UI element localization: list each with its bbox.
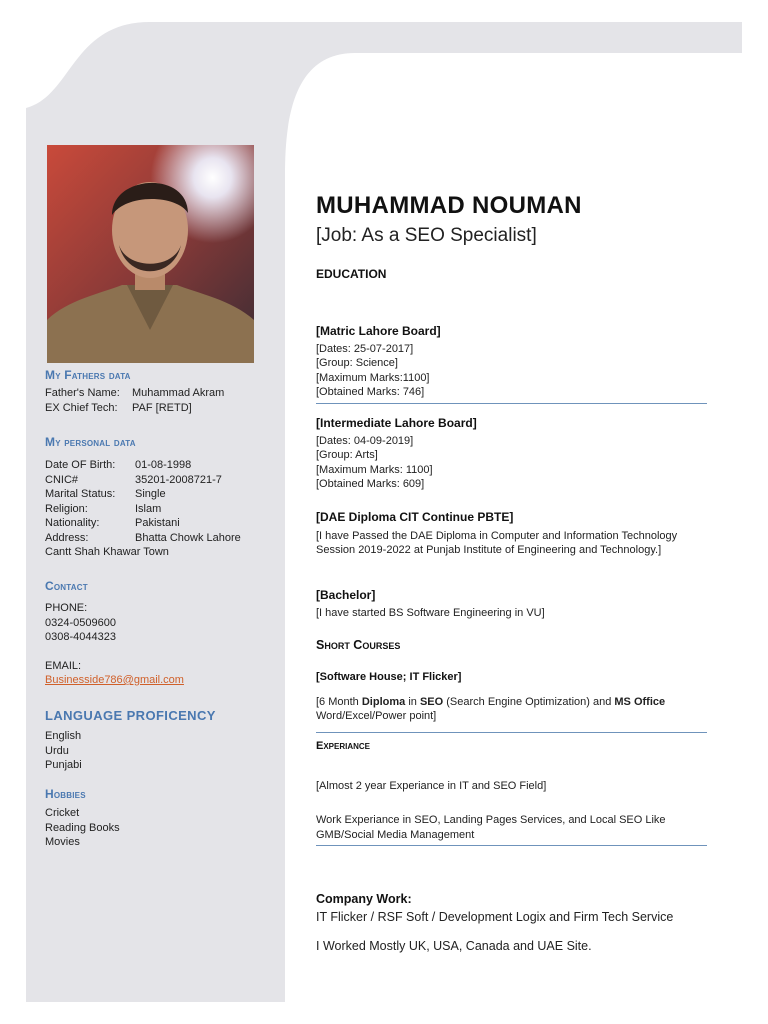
divider (316, 403, 707, 404)
short-course-title: [Software House; IT Flicker] (316, 671, 462, 683)
intermediate-block (316, 416, 706, 492)
hobbies-list (45, 806, 270, 850)
row-value: Muhammad Akram (132, 387, 225, 399)
row-value: Single (135, 488, 166, 500)
education-heading: EDUCATION (316, 267, 387, 281)
intermediate-title: [Intermediate Lahore Board] (316, 416, 477, 430)
language-heading: LANGUAGE PROFICENCY (45, 708, 216, 723)
company-work-line: IT Flicker / RSF Soft / Development Logix and Firm Tech Service (316, 910, 674, 924)
language-item: Punjabi (45, 759, 82, 771)
text-part: SEO (419, 695, 444, 708)
dae-title: [DAE Diploma CIT Continue PBTE] (316, 510, 514, 524)
matric-title: [Matric Lahore Board] (316, 324, 441, 338)
row-value: Islam (135, 502, 162, 515)
fathers-data-list (45, 386, 270, 415)
row-value: Pakistani (135, 517, 180, 529)
fathers-data-heading: My Fathers data (45, 368, 131, 382)
personal-data-list (45, 458, 270, 560)
address-continued: Cantt Shah Khawar Town (45, 546, 169, 558)
phone-number[interactable]: 0308-4044323 (45, 631, 116, 643)
hobbies-heading: Hobbies (45, 787, 86, 801)
address-row (45, 531, 270, 546)
profile-photo (47, 145, 254, 363)
phone-number[interactable]: 0324-0509600 (45, 616, 116, 629)
row-value: 35201-2008721-7 (135, 473, 222, 486)
company-work-line: I Worked Mostly UK, USA, Canada and UAE Site. (316, 939, 592, 953)
experiance-heading: Experiance (316, 740, 371, 752)
text-part: (Search Engine Optimization) and (443, 695, 615, 708)
short-course-text (316, 695, 706, 724)
divider (316, 732, 707, 733)
hobby-item: Movies (45, 836, 80, 848)
dae-text: [I have Passed the DAE Diploma in Computer and Information Technology Session 2019-2022 at Punjab Institute of Engineering and Technology.] (316, 529, 678, 556)
bachelor-block (316, 588, 706, 620)
row-key: Nationality: (45, 517, 100, 529)
intermediate-line: [Dates: 04-09-2019] (316, 434, 414, 447)
religion-row (45, 502, 270, 517)
text-part: [6 Month (316, 695, 362, 708)
row-key: Father's Name: (45, 387, 120, 399)
experiance-line: Work Experiance in SEO, Landing Pages Services, and Local SEO Like GMB/Social Media Management (316, 814, 666, 841)
intermediate-line: [Obtained Marks: 609] (316, 478, 425, 490)
dae-block (316, 510, 706, 558)
row-key: Religion: (45, 502, 88, 515)
fathers-name-row (45, 386, 270, 401)
intermediate-line: [Maximum Marks: 1100] (316, 463, 433, 476)
short-course-block (316, 670, 706, 724)
dob-row (45, 458, 270, 473)
language-list (45, 729, 270, 773)
matric-block (316, 324, 706, 400)
matric-line: [Obtained Marks: 746] (316, 386, 425, 398)
spacer (45, 645, 270, 659)
text-part: Diploma (361, 695, 406, 708)
email-link[interactable]: Businesside786@gmail.com (45, 674, 184, 686)
marital-row (45, 487, 270, 502)
row-value: 01-08-1998 (135, 459, 192, 471)
row-key: CNIC# (45, 473, 79, 486)
divider (316, 845, 707, 846)
row-key: Address: (45, 531, 89, 544)
nationality-row (45, 516, 270, 531)
experiance-line: [Almost 2 year Experiance in IT and SEO Field] (316, 780, 547, 792)
row-value: Bhatta Chowk Lahore (135, 531, 241, 544)
row-key: EX Chief Tech: (45, 401, 118, 414)
company-work-heading: Company Work: (316, 892, 412, 906)
bachelor-title: [Bachelor] (316, 588, 376, 602)
language-item: English (45, 730, 82, 742)
row-key: Date OF Birth: (45, 459, 116, 471)
chief-tech-row (45, 401, 270, 416)
contact-heading: Contact (45, 579, 88, 593)
bachelor-text: [I have started BS Software Engineering in VU] (316, 606, 545, 619)
personal-data-heading: My personal data (45, 435, 136, 449)
hobby-item: Cricket (45, 807, 80, 819)
text-part: MS Office (614, 695, 666, 708)
phone-label: PHONE: (45, 602, 88, 614)
text-part: Word/Excel/Power point] (316, 710, 437, 722)
text-part: in (405, 695, 420, 708)
email-label: EMAIL: (45, 659, 82, 672)
matric-line: [Dates: 25-07-2017] (316, 342, 414, 355)
intermediate-line: [Group: Arts] (316, 449, 378, 461)
row-value: PAF [RETD] (132, 401, 192, 414)
matric-line: [Maximum Marks:1100] (316, 371, 430, 384)
short-courses-heading: Short Courses (316, 638, 401, 652)
hobby-item: Reading Books (45, 821, 120, 834)
contact-list (45, 601, 270, 688)
matric-line: [Group: Science] (316, 357, 398, 369)
cnic-row (45, 473, 270, 488)
language-item: Urdu (45, 744, 69, 757)
row-key: Marital Status: (45, 488, 116, 500)
candidate-name: MUHAMMAD NOUMAN (316, 192, 582, 219)
job-title: [Job: As a SEO Specialist] (316, 225, 537, 246)
